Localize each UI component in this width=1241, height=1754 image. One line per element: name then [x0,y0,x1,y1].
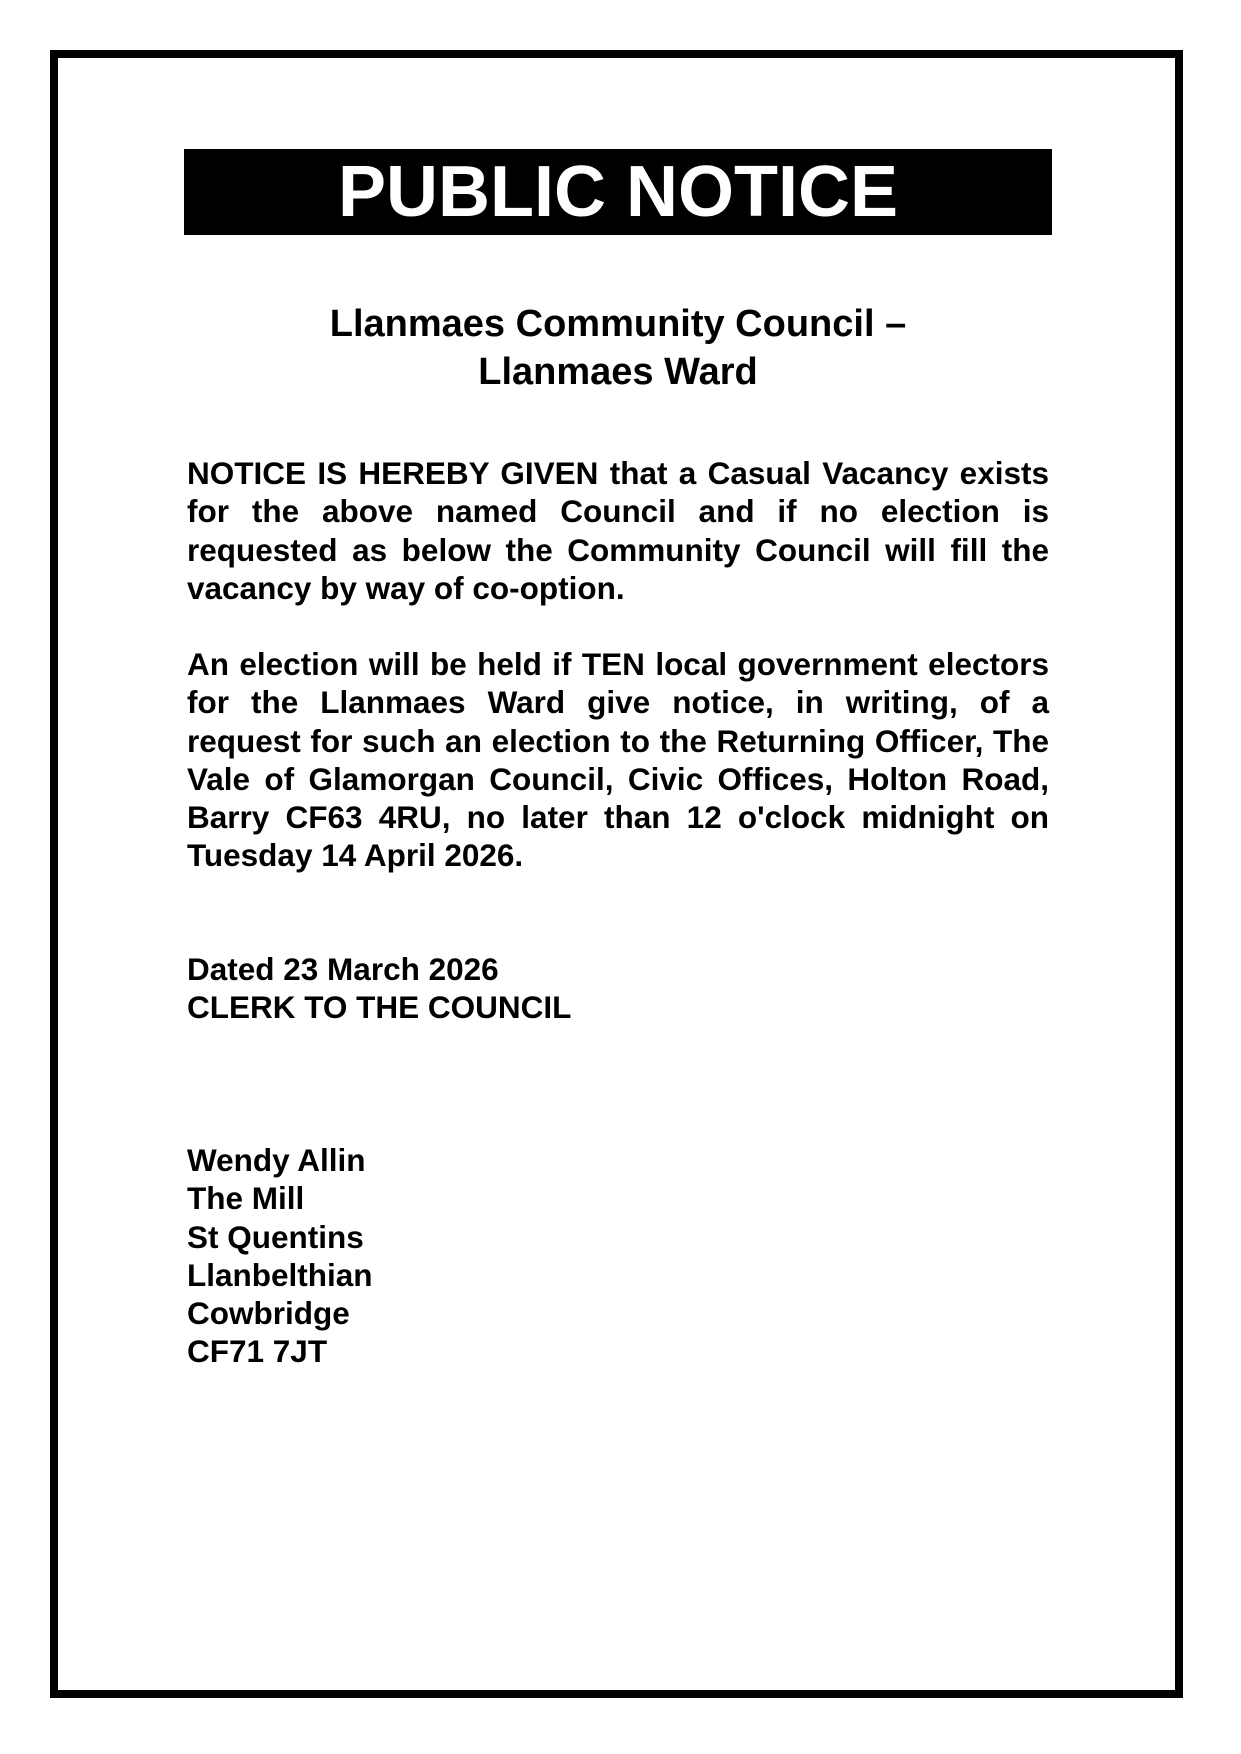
signatory-title: CLERK TO THE COUNCIL [187,989,572,1026]
address-line: The Mill [187,1180,305,1217]
address-line: Llanbelthian [187,1256,373,1293]
election-paragraph: An election will be held if TEN local government electors for the Llanmaes Ward give notice, in writing, of a request for such an election to the Returning Officer, The Vale of Glamorgan Council, Civic Offices, Holton Road, Barry CF63 4RU, no later than 12 o'clock midnight on Tuesday 14 April 2026. [187,646,1049,874]
council-heading [184,300,1052,396]
address-name: Wendy Allin [187,1142,366,1178]
vacancy-paragraph: NOTICE IS HEREBY GIVEN that a Casual Vacancy exists for the above named Council and if no election is requested as below the Community Council will fill the vacancy by way of co-option. [187,455,1049,606]
public-notice-banner: PUBLIC NOTICE [184,149,1052,235]
heading-line-ward: Llanmaes Ward [478,351,758,393]
heading-line-council: Llanmaes Community Council – [329,303,907,345]
address-postcode: CF71 7JT [187,1333,328,1370]
dated-block [187,950,571,1027]
address-line: Cowbridge [187,1295,350,1332]
dated-line: Dated 23 March 2026 [187,951,499,987]
clerk-address [187,1141,373,1371]
address-line: St Quentins [187,1218,364,1255]
